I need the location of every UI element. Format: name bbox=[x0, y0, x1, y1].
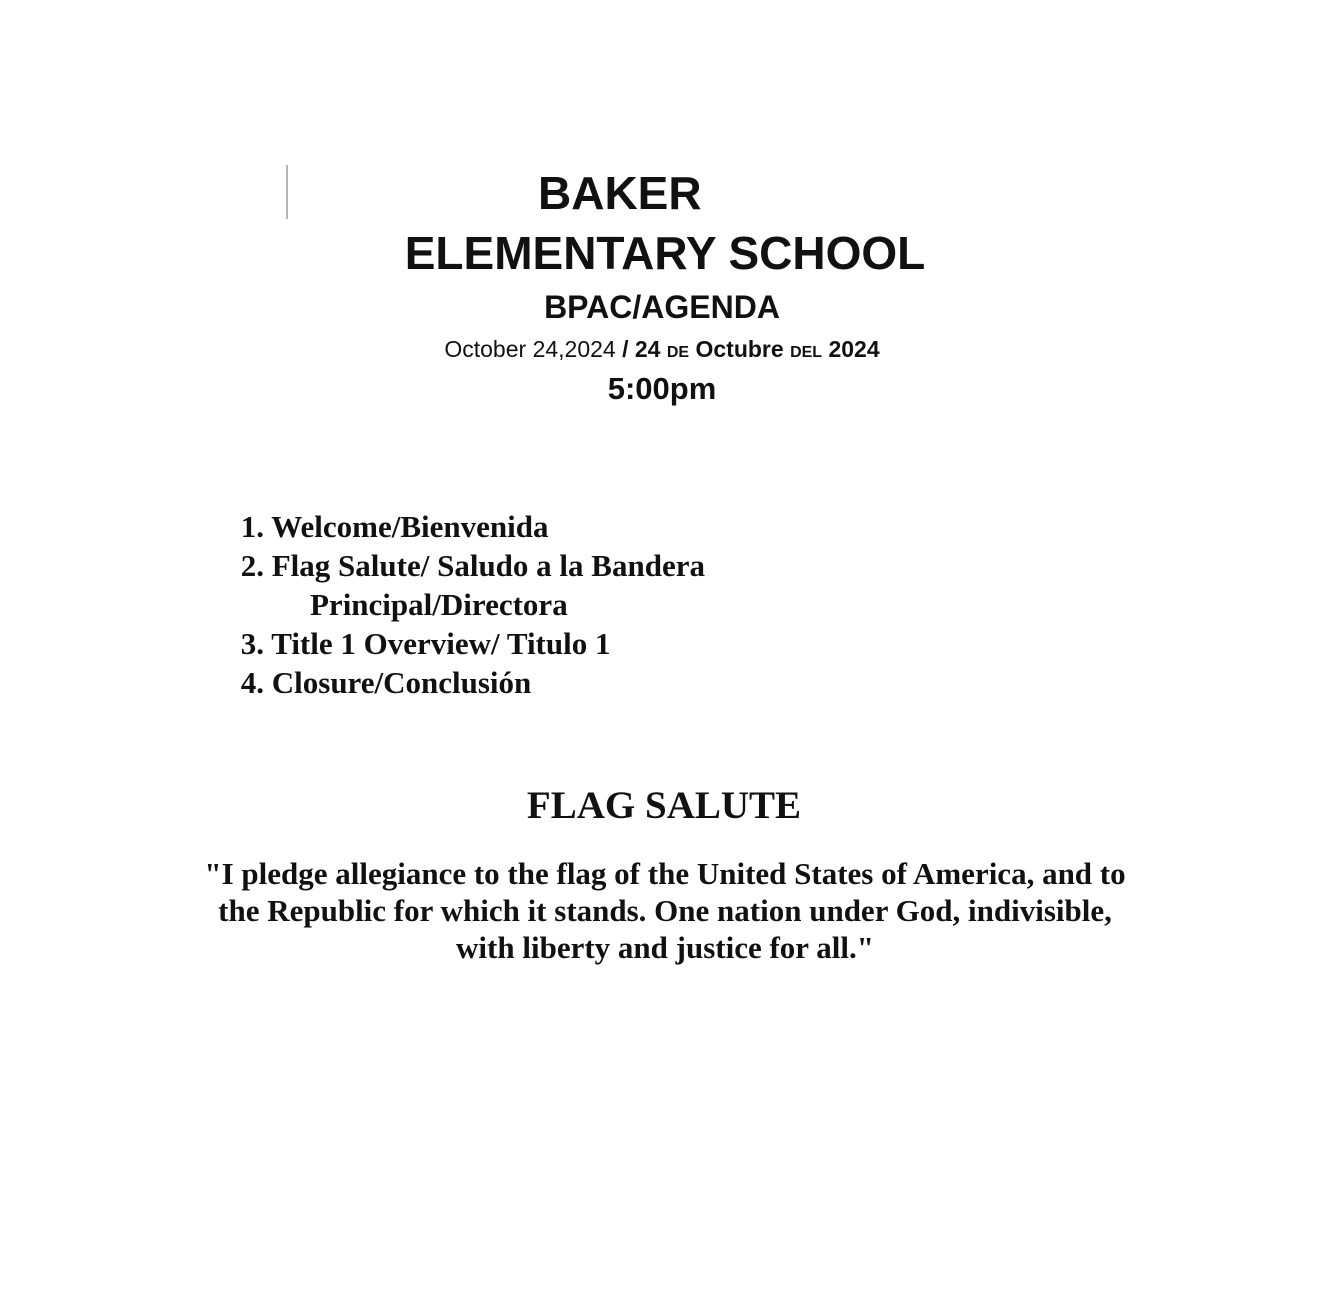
agenda-item-text: Welcome/Bienvenida bbox=[271, 509, 549, 544]
agenda-item-text: Flag Salute/ Saludo a la Bandera bbox=[271, 548, 705, 583]
date-spanish-day: 24 bbox=[634, 336, 667, 362]
flag-salute-heading: FLAG SALUTE bbox=[526, 784, 802, 827]
date-spanish-de: DE bbox=[666, 344, 690, 361]
school-name-line2: ELEMENTARY SCHOOL bbox=[404, 227, 926, 279]
agenda-item-number: 2. bbox=[240, 548, 264, 583]
date-spanish-month: Octubre bbox=[689, 336, 791, 362]
agenda-item-text: Title 1 Overview/ Titulo 1 bbox=[271, 626, 611, 661]
school-name-line1: BAKER bbox=[538, 167, 702, 219]
date-separator: / bbox=[615, 336, 635, 362]
agenda-list bbox=[230, 507, 705, 702]
text-cursor bbox=[286, 165, 288, 219]
date-spanish-del: DEL bbox=[790, 344, 823, 361]
agenda-item bbox=[230, 624, 705, 663]
agenda-subitem-text: Principal/Directora bbox=[310, 587, 568, 622]
agenda-item-number: 1. bbox=[240, 509, 264, 544]
pledge-text: "I pledge allegiance to the flag of the United States of America, and to the Republic for which it stands. One nation under God, indivisible, with liberty and justice for all." bbox=[204, 856, 1126, 965]
agenda-item-number: 4. bbox=[240, 665, 264, 700]
agenda-subitem bbox=[230, 585, 705, 624]
agenda-item-text: Closure/Conclusión bbox=[271, 665, 532, 700]
agenda-item bbox=[230, 546, 705, 585]
meeting-date bbox=[0, 334, 1324, 368]
agenda-item bbox=[230, 663, 705, 702]
date-spanish-year: 2024 bbox=[822, 336, 880, 362]
meeting-time: 5:00pm bbox=[607, 371, 717, 406]
agenda-item bbox=[230, 507, 705, 546]
date-english: October 24,2024 bbox=[444, 336, 616, 362]
agenda-item-number: 3. bbox=[240, 626, 264, 661]
agenda-title: BPAC/AGENDA bbox=[544, 289, 780, 325]
